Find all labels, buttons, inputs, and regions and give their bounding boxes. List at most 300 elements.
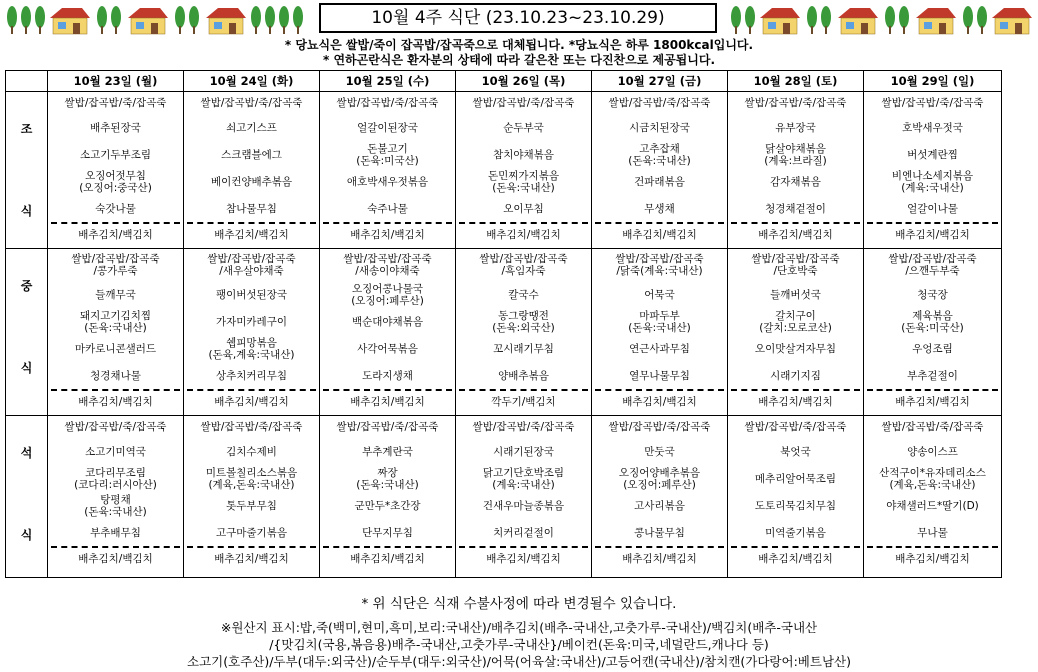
dish-name: 마카로니콘샐러드 <box>74 342 157 355</box>
dish <box>728 114 863 141</box>
dish <box>48 465 183 492</box>
rice-porridge-line: /새우살야채죽 <box>219 265 284 277</box>
dish-name: 칼국수 <box>508 288 539 301</box>
kimchi: 배추김치/백김치 <box>323 546 452 570</box>
house-window <box>1000 22 1008 29</box>
lunch-menu-cell <box>728 249 864 416</box>
tree-trunk <box>269 26 271 34</box>
dish <box>320 465 455 492</box>
kimchi: 배추김치/백김치 <box>867 389 998 413</box>
house-window <box>924 22 932 29</box>
dish-name: 닭살야채볶음 <box>765 142 826 155</box>
dish-name: 들깨무국 <box>95 288 136 301</box>
dish-name: 숙갓나물 <box>95 202 136 215</box>
dish <box>456 114 591 141</box>
dish-name: 청국장 <box>917 288 948 301</box>
tree-trunk <box>825 26 827 34</box>
dish <box>728 308 863 335</box>
dish <box>48 141 183 168</box>
day-header-row <box>6 71 1002 92</box>
dish <box>592 438 727 465</box>
kimchi: 배추김치/백김치 <box>323 389 452 413</box>
dish <box>48 438 183 465</box>
dish-name: 부추겉절이 <box>907 369 958 382</box>
dish <box>320 281 455 308</box>
dish-name: 버섯계란찜 <box>907 148 958 161</box>
dish-origin: (돈육:국내산) <box>356 478 419 491</box>
dinner-menu-cell <box>48 416 184 578</box>
dish-origin: (돈육:미국산) <box>901 321 964 334</box>
dish-name: 부추배무침 <box>90 526 141 539</box>
dish <box>320 308 455 335</box>
lunch-menu-cell <box>864 249 1002 416</box>
rice-porridge-line: 쌀밥/잡곡밥/잡곡죽 <box>615 253 704 265</box>
tree-icon <box>821 6 831 28</box>
rice-porridge-options: 쌀밥/잡곡밥/죽/잡곡죽 <box>881 97 984 109</box>
dish <box>320 335 455 362</box>
rice-porridge-options: 쌀밥/잡곡밥/죽/잡곡죽 <box>200 421 303 433</box>
dish <box>864 465 1001 492</box>
dish <box>456 362 591 389</box>
rice-porridge-options <box>48 249 183 281</box>
kimchi: 배추김치/백김치 <box>867 222 998 246</box>
dish-name: 애호박새우젓볶음 <box>346 175 429 188</box>
kimchi: 배추김치/백김치 <box>595 389 724 413</box>
dish <box>184 141 319 168</box>
dish-name: 오징어콩나물국 <box>351 282 423 295</box>
rice-porridge-options <box>320 249 455 281</box>
rice-porridge-options <box>184 249 319 281</box>
lunch-menu-cell <box>320 249 456 416</box>
day-header: 10월 24일 (화) <box>184 71 320 92</box>
dish-origin: (오징어:페루산) <box>623 478 696 491</box>
tree-trunk <box>11 26 13 34</box>
dish <box>48 168 183 195</box>
rice-porridge-line: /흑임자죽 <box>501 265 546 277</box>
tree-trunk <box>297 26 299 34</box>
dish <box>320 362 455 389</box>
dish-origin: (돈육:국내산) <box>84 505 147 518</box>
rice-porridge-options: 쌀밥/잡곡밥/죽/잡곡죽 <box>881 421 984 433</box>
dish-name: 스크램블에그 <box>221 148 282 161</box>
dish-name: 고구마줄기볶음 <box>215 526 287 539</box>
breakfast-menu-cell <box>184 92 320 249</box>
corner-cell <box>6 71 48 92</box>
dish <box>864 335 1001 362</box>
dish <box>456 519 591 546</box>
dish <box>864 438 1001 465</box>
dish <box>184 168 319 195</box>
dish-name: 청경채겉절이 <box>765 202 826 215</box>
dish <box>592 308 727 335</box>
dish-name: 메추리알어묵조림 <box>754 472 837 485</box>
lunch-row <box>6 249 1002 416</box>
lunch-label <box>6 249 48 416</box>
dish <box>864 195 1001 222</box>
rice-porridge-options: 쌀밥/잡곡밥/죽/잡곡죽 <box>608 421 711 433</box>
lunch-menu-cell <box>592 249 728 416</box>
rice-porridge-line: 쌀밥/잡곡밥/잡곡죽 <box>888 253 977 265</box>
dish-origin: (코다리:러시아산) <box>74 478 157 491</box>
rice-porridge-options <box>864 249 1001 281</box>
dish-name: 꼬시래기무침 <box>493 342 554 355</box>
dish-name: 소고기미역국 <box>85 445 146 458</box>
tree-icon <box>35 6 45 28</box>
dish-name: 들깨버섯국 <box>770 288 821 301</box>
dish-name: 호박새우젓국 <box>902 121 963 134</box>
tree-trunk <box>735 26 737 34</box>
dish-name: 시래기지짐 <box>770 369 821 382</box>
dish-name: 시래기된장국 <box>493 445 554 458</box>
dish-name: 오이무침 <box>503 202 544 215</box>
kimchi: 배추김치/백김치 <box>731 222 860 246</box>
day-header: 10월 25일 (수) <box>320 71 456 92</box>
dish-name: 야채샐러드*딸기(D) <box>886 499 979 512</box>
dish-name: 연근사과무침 <box>629 342 690 355</box>
breakfast-label <box>6 92 48 249</box>
tree-trunk <box>193 26 195 34</box>
day-header: 10월 28일 (토) <box>728 71 864 92</box>
dish-origin: (돈육:국내산) <box>628 321 691 334</box>
house-roof <box>838 8 878 18</box>
house-decoration-left <box>4 4 304 36</box>
tree-trunk <box>255 26 257 34</box>
tree-icon <box>885 6 895 28</box>
dish-name: 베이컨양배추볶음 <box>210 175 293 188</box>
dish <box>320 168 455 195</box>
dish-name: 콩나물무침 <box>634 526 685 539</box>
dish-name: 숙주나물 <box>367 202 408 215</box>
tree-trunk <box>981 26 983 34</box>
dish-name: 양송이스프 <box>907 445 958 458</box>
tree-icon <box>731 6 741 28</box>
dish-name: 시금치된장국 <box>629 121 690 134</box>
kimchi: 배추김치/백김치 <box>51 546 180 570</box>
dish <box>48 519 183 546</box>
meal-label-char: 중 <box>20 279 33 293</box>
tree-trunk <box>101 26 103 34</box>
dish <box>728 519 863 546</box>
dish <box>456 308 591 335</box>
rice-porridge-options <box>456 249 591 281</box>
dish-name: 팽이버섯된장국 <box>215 288 287 301</box>
dinner-menu-cell <box>728 416 864 578</box>
dinner-menu-cell <box>320 416 456 578</box>
dish-origin: (계육:국내산) <box>901 181 964 194</box>
dish-name: 유부장국 <box>775 121 816 134</box>
dish-name: 오징어양배추볶음 <box>618 466 701 479</box>
house-window <box>214 22 222 29</box>
dish <box>728 465 863 492</box>
house-door <box>861 23 868 34</box>
rice-porridge-line: 쌀밥/잡곡밥/잡곡죽 <box>343 253 432 265</box>
kimchi: 배추김치/백김치 <box>867 546 998 570</box>
dinner-menu-cell <box>184 416 320 578</box>
house-door <box>939 23 946 34</box>
dish <box>728 195 863 222</box>
house-roof <box>992 8 1032 18</box>
dish-origin: (돈육:국내산) <box>628 154 691 167</box>
tree-icon <box>899 6 909 28</box>
dish <box>728 281 863 308</box>
house-roof <box>206 8 246 18</box>
breakfast-menu-cell <box>592 92 728 249</box>
house-roof <box>50 8 90 18</box>
dish <box>48 308 183 335</box>
dish-name: 군만두*초간장 <box>354 499 421 512</box>
dish <box>48 362 183 389</box>
dish <box>456 335 591 362</box>
tree-icon <box>111 6 121 28</box>
dish-origin: (계육:국내산) <box>492 478 555 491</box>
dinner-menu-cell <box>864 416 1002 578</box>
meal-label-char: 조 <box>20 122 33 136</box>
rice-porridge-line: 쌀밥/잡곡밥/잡곡죽 <box>751 253 840 265</box>
dish-name: 고추잡채 <box>639 142 680 155</box>
dish-name: 건새우마늘종볶음 <box>482 499 565 512</box>
dish-name: 참치야채볶음 <box>493 148 554 161</box>
dish <box>184 438 319 465</box>
rice-porridge-line: 쌀밥/잡곡밥/잡곡죽 <box>71 253 160 265</box>
dish <box>184 308 319 335</box>
kimchi: 배추김치/백김치 <box>187 222 316 246</box>
dish-name: 김치수제비 <box>226 445 277 458</box>
dish-origin: (계육:브라질) <box>764 154 827 167</box>
tree-trunk <box>25 26 27 34</box>
tree-icon <box>963 6 973 28</box>
breakfast-row <box>6 92 1002 249</box>
dish <box>592 281 727 308</box>
house-window <box>58 22 66 29</box>
origin-line: 소고기(호주산)/두부(대두:외국산)/순두부(대두:외국산)/어묵(어육살:국내산)/고등어캔(국내산)/참치캔(가다랑어:베트남산) <box>187 654 851 669</box>
tree-icon <box>7 6 17 28</box>
dish-name: 돼지고기김치찜 <box>79 309 151 322</box>
dish-name: 청경채나물 <box>90 369 141 382</box>
dish-name: 어묵국 <box>644 288 675 301</box>
dish-name: 만둣국 <box>644 445 675 458</box>
kimchi: 배추김치/백김치 <box>731 389 860 413</box>
dish <box>456 281 591 308</box>
dish-name: 갈치구이 <box>775 309 816 322</box>
kimchi: 배추김치/백김치 <box>51 222 180 246</box>
dish-name: 동그랑땡전 <box>498 309 549 322</box>
house-roof <box>916 8 956 18</box>
tree-trunk <box>179 26 181 34</box>
dish-name: 우엉조림 <box>912 342 953 355</box>
dinner-label <box>6 416 48 578</box>
meal-label-char: 석 <box>20 446 33 460</box>
dish <box>592 141 727 168</box>
menu-table <box>5 70 1002 578</box>
dish <box>728 168 863 195</box>
dish-name: 단무지무침 <box>362 526 413 539</box>
tree-trunk <box>283 26 285 34</box>
tree-icon <box>97 6 107 28</box>
dish <box>320 519 455 546</box>
dish <box>592 465 727 492</box>
dish <box>864 308 1001 335</box>
diabetic-note: * 당뇨식은 쌀밥/죽이 잡곡밥/잡곡죽으로 대체됩니다. *당뇨식은 하루 1800kcal입니다. <box>284 38 754 52</box>
breakfast-menu-cell <box>728 92 864 249</box>
tree-trunk <box>811 26 813 34</box>
dish <box>48 335 183 362</box>
dish-name: 감자채볶음 <box>770 175 821 188</box>
dish-name: 소고기두부조림 <box>79 148 151 161</box>
dish <box>48 281 183 308</box>
dish <box>592 195 727 222</box>
dish <box>592 114 727 141</box>
tree-icon <box>251 6 261 28</box>
dish-name: 사각어묵볶음 <box>357 342 418 355</box>
tree-trunk <box>967 26 969 34</box>
rice-porridge-options: 쌀밥/잡곡밥/죽/잡곡죽 <box>64 97 167 109</box>
dish-name: 오징어젓무침 <box>85 169 146 182</box>
dish <box>48 114 183 141</box>
dish-name: 미트볼칠리소스볶음 <box>205 466 298 479</box>
breakfast-menu-cell <box>320 92 456 249</box>
dish-name: 고사리볶음 <box>634 499 685 512</box>
change-notice: * 위 식단은 식재 수불사정에 따라 변경될수 있습니다. <box>361 596 677 612</box>
tree-trunk <box>903 26 905 34</box>
dinner-row <box>6 416 1002 578</box>
dish <box>456 141 591 168</box>
dish <box>184 492 319 519</box>
dish-origin: (갈치:모로코산) <box>759 321 832 334</box>
dish <box>184 465 319 492</box>
tree-trunk <box>889 26 891 34</box>
dish-name: 비엔나소세지볶음 <box>891 169 974 182</box>
house-roof <box>760 8 800 18</box>
lunch-menu-cell <box>48 249 184 416</box>
kimchi: 배추김치/백김치 <box>51 389 180 413</box>
dish <box>184 335 319 362</box>
house-decoration-right <box>730 4 1035 36</box>
house-door <box>229 23 236 34</box>
dish-name: 북엇국 <box>780 445 811 458</box>
dish <box>728 492 863 519</box>
tree-icon <box>807 6 817 28</box>
dish <box>728 362 863 389</box>
dish-name: 짜장 <box>377 466 398 479</box>
kimchi: 배추김치/백김치 <box>323 222 452 246</box>
dish <box>864 168 1001 195</box>
dish <box>320 114 455 141</box>
dish-origin: (돈육:외국산) <box>492 321 555 334</box>
tree-icon <box>175 6 185 28</box>
dish <box>456 168 591 195</box>
day-header: 10월 29일 (일) <box>864 71 1002 92</box>
tree-icon <box>21 6 31 28</box>
rice-porridge-options: 쌀밥/잡곡밥/죽/잡곡죽 <box>608 97 711 109</box>
house-door <box>73 23 80 34</box>
rice-porridge-options: 쌀밥/잡곡밥/죽/잡곡죽 <box>744 421 847 433</box>
dish <box>184 362 319 389</box>
lunch-menu-cell <box>184 249 320 416</box>
rice-porridge-options: 쌀밥/잡곡밥/죽/잡곡죽 <box>472 421 575 433</box>
dish-name: 도토리묵김치무침 <box>754 499 837 512</box>
rice-porridge-line: /단호박죽 <box>773 265 818 277</box>
dish-name: 미역줄기볶음 <box>765 526 826 539</box>
house-door <box>783 23 790 34</box>
dish-origin: (돈육:국내산) <box>492 181 555 194</box>
meal-label-char: 식 <box>20 204 33 218</box>
dish-name: 가자미카레구이 <box>215 315 287 328</box>
dish <box>728 438 863 465</box>
dish-name: 제육볶음 <box>912 309 953 322</box>
rice-porridge-options: 쌀밥/잡곡밥/죽/잡곡죽 <box>744 97 847 109</box>
dish <box>864 281 1001 308</box>
meal-label-char: 식 <box>20 528 33 542</box>
house-window <box>136 22 144 29</box>
dish-name: 열무나물무침 <box>629 369 690 382</box>
rice-porridge-line: /으깬두부죽 <box>905 265 960 277</box>
page-title: 10월 4주 식단 (23.10.23~23.10.29) <box>319 3 717 33</box>
header <box>0 0 1038 38</box>
kimchi: 배추김치/백김치 <box>459 546 588 570</box>
dish-name: 양배추볶음 <box>498 369 549 382</box>
tree-icon <box>293 6 303 28</box>
dish-name: 얼갈이된장국 <box>357 121 418 134</box>
dish-name: 쉡피망볶음 <box>226 336 277 349</box>
rice-porridge-line: /새송이야채죽 <box>355 265 420 277</box>
dish <box>456 465 591 492</box>
dish-name: 마파두부 <box>639 309 680 322</box>
dish <box>320 438 455 465</box>
day-header: 10월 23일 (월) <box>48 71 184 92</box>
dish <box>48 492 183 519</box>
house-window <box>768 22 776 29</box>
dish-name: 톳두부무침 <box>226 499 277 512</box>
kimchi: 배추김치/백김치 <box>459 222 588 246</box>
dish <box>864 362 1001 389</box>
kimchi: 배추김치/백김치 <box>595 222 724 246</box>
lunch-menu-cell <box>456 249 592 416</box>
tree-icon <box>279 6 289 28</box>
tree-trunk <box>115 26 117 34</box>
breakfast-menu-cell <box>864 92 1002 249</box>
rice-porridge-options: 쌀밥/잡곡밥/죽/잡곡죽 <box>336 421 439 433</box>
rice-porridge-options <box>592 249 727 281</box>
dish <box>320 195 455 222</box>
dish-name: 참나물무침 <box>226 202 277 215</box>
house-roof <box>128 8 168 18</box>
dish <box>184 114 319 141</box>
rice-porridge-line: /닭죽(계육:국내산) <box>616 265 703 277</box>
dish <box>864 519 1001 546</box>
rice-porridge-options <box>728 249 863 281</box>
breakfast-menu-cell <box>48 92 184 249</box>
dish-name: 쇠고기스프 <box>226 121 277 134</box>
breakfast-menu-cell <box>456 92 592 249</box>
tree-icon <box>977 6 987 28</box>
dish-name: 탕평채 <box>100 493 131 506</box>
day-header: 10월 26일 (목) <box>456 71 592 92</box>
dish-name: 치커리겉절이 <box>493 526 554 539</box>
dish <box>320 492 455 519</box>
dinner-menu-cell <box>592 416 728 578</box>
dinner-menu-cell <box>456 416 592 578</box>
house-door <box>151 23 158 34</box>
dysphagia-note: * 연하곤란식은 환자분의 상태에 따라 갈은찬 또는 다진찬으로 제공됩니다. <box>322 53 716 67</box>
dish <box>48 195 183 222</box>
dish <box>728 141 863 168</box>
dish <box>456 492 591 519</box>
rice-porridge-options: 쌀밥/잡곡밥/죽/잡곡죽 <box>472 97 575 109</box>
dish-name: 백순대야채볶음 <box>351 315 423 328</box>
tree-icon <box>265 6 275 28</box>
dish-origin: (오징어:페루산) <box>351 294 424 307</box>
dish <box>456 195 591 222</box>
